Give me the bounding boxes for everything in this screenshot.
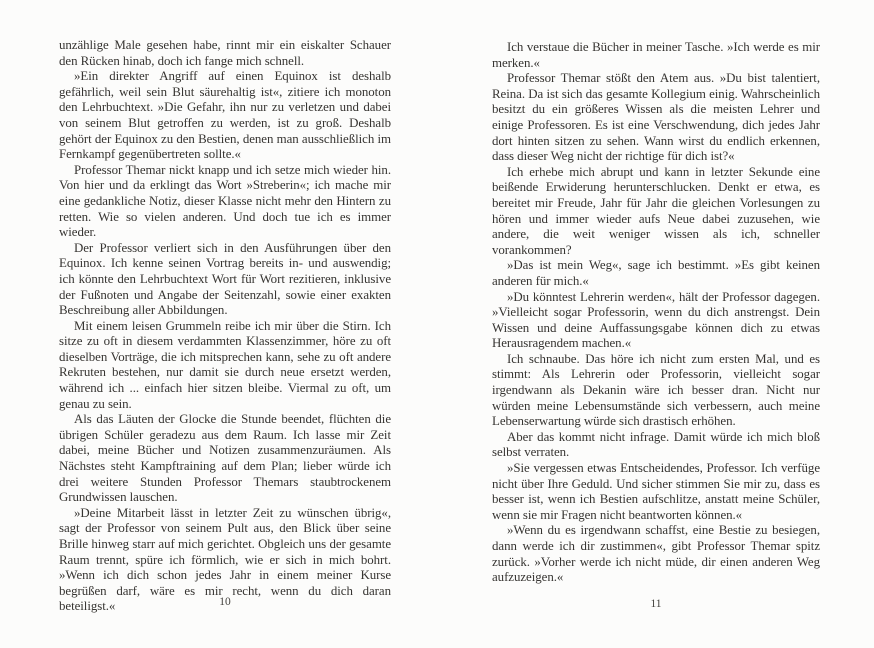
paragraph: »Ein direkter Angriff auf einen Equinox ist deshalb gefährlich, weil sein Blut säurehaltig ist«, zitiere ich monoton den Lehrbuchtext. »Die Gefahr, ihn nur zu verletzen und dabei von seinem Blut getroffen zu werden, ist zu groß. Deshalb gehört der Equinox zu den Bestien, denen man ausschließlich im Fernkampf gegenübertreten sollte.« [59,69,391,162]
paragraph: unzählige Male gesehen habe, rinnt mir ein eiskalter Schauer den Rücken hinab, doch ich fange mich schnell. [59,38,391,68]
page-number-right: 11 [650,598,662,610]
paragraph: Mit einem leisen Grummeln reibe ich mir über die Stirn. Ich sitze zu oft in diesem verdammten Klassenzimmer, höre zu oft dieselben Vorträge, die ich mitsprechen kann, sehe zu oft andere Rekruten bestehen, nur damit sie durch neue ersetzt werden, während ich ... einfach hier sitzen bleibe. Viermal zu oft, um genau zu sein. [59,318,391,411]
paragraph: »Deine Mitarbeit lässt in letzter Zeit zu wünschen übrig«, sagt der Professor von seinem Pult aus, den Blick über seine Brille hinweg starr auf mich gerichtet. Obgleich uns der gesamte Raum trennt, spüre ich förmlich, wie er sich in mich bohrt. »Wenn ich dich schon jedes Jahr in einem meiner Kurse begrüßen darf, wäre es mir recht, wenn du dich daran beteiligst.« [59,505,391,614]
paragraph: Ich verstaue die Bücher in meiner Tasche. »Ich werde es mir merken.« [492,40,820,70]
paragraph: Ich schnaube. Das höre ich nicht zum ersten Mal, und es stimmt: Als Lehrerin oder Professorin, vielleicht sogar irgendwann als Dekanin wäre ich besser dran. Nicht nur würden meine Lebensumstände sich verbessern, auch meine Lebenserwartung würde sich drastisch erhöhen. [492,351,820,429]
page-left [59,38,391,615]
paragraph: Ich erhebe mich abrupt und kann in letzter Sekunde eine beißende Erwiderung herunterschlucken. Denkt er etwa, es bereitet mir Freude, Jahr für Jahr die gleichen Vorlesungen zu hören und immer wieder aufs Neue dabei zuzusehen, wie andere, die weit weniger wissen als ich, schneller vorankommen? [492,164,820,257]
paragraph: Aber das kommt nicht infrage. Damit würde ich mich bloß selbst verraten. [492,429,820,460]
paragraph: »Wenn du es irgendwann schaffst, eine Bestie zu besiegen, dann werde ich dir zustimmen«, gibt Professor Themar spitz zurück. »Vorher werde ich nicht müde, dir einen anderen Weg aufzuzeigen.« [492,523,820,585]
paragraph: Der Professor verliert sich in den Ausführungen über den Equinox. Ich kenne seinen Vortrag bereits in- und auswendig; ich könnte den Lehrbuchtext Wort für Wort rezitieren, inklusive der Fußnoten und Angabe der Seitenzahl, sowie einer exakten Beschreibung aller Abbildungen. [59,240,391,318]
page-number-left: 10 [219,596,231,608]
paragraph: Als das Läuten der Glocke die Stunde beendet, flüchten die übrigen Schüler geradezu aus dem Raum. Ich lasse mir Zeit dabei, meine Bücher und Notizen zusammenzuräumen. Als Nächstes steht Kampftraining auf dem Plan; lieber würde ich drei weitere Stunden Professor Themars staubtrockenem Grundwissen lauschen. [59,412,391,505]
paragraph: »Das ist mein Weg«, sage ich bestimmt. »Es gibt keinen anderen für mich.« [492,258,820,288]
page-right [492,40,820,586]
paragraph: »Sie vergessen etwas Entscheidendes, Professor. Ich verfüge nicht über Ihre Geduld. Und sicher stimmen Sie mir zu, dass es besser ist, wenn ich Bestien aufschlitze, anstatt meine Schüler, wenn sie mir Fragen nicht beantworten können.« [492,461,820,522]
paragraph: Professor Themar stößt den Atem aus. »Du bist talentiert, Reina. Da ist sich das gesamte Kollegium einig. Wahrscheinlich besitzt du ein größeres Wissen als die meisten Lehrer und einige Professoren. Es ist eine Verschwendung, dich jedes Jahr dort hinten sitzen zu sehen. Wann wirst du endlich erkennen, dass dieser Weg nicht der richtige für dich ist?« [492,71,820,164]
paragraph: »Du könntest Lehrerin werden«, hält der Professor dagegen. »Vielleicht sogar Professorin, wenn du dich anstrengst. Dein Wissen und deine Auffassungsgabe können dich zu etwas Herausragendem machen.« [492,289,820,351]
paragraph: Professor Themar nickt knapp und ich setze mich wieder hin. Von hier und da erklingt das Wort »Streberin«; ich mache mir eine gedankliche Notiz, dieser Klasse nicht mehr den Hintern zu retten. Wie so vielen anderen. Und doch tue ich es immer wieder. [59,162,391,240]
